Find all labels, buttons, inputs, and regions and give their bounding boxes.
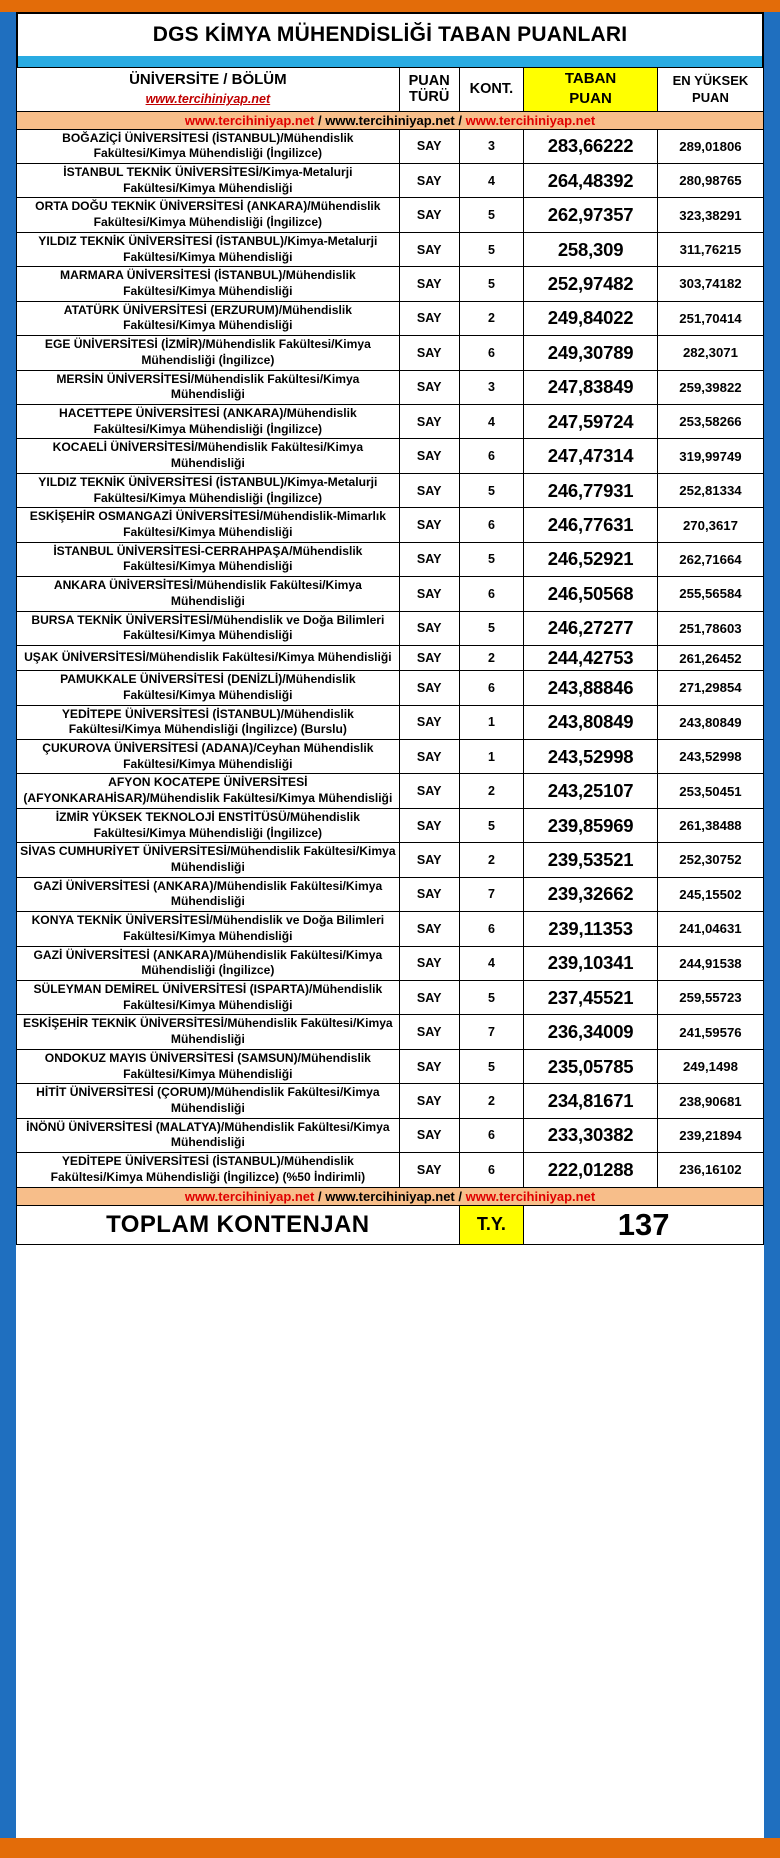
cell-highest-score: 252,81334	[657, 473, 763, 507]
cell-base-score: 246,77631	[524, 508, 658, 542]
table-row	[17, 198, 764, 232]
cell-university: ÇUKUROVA ÜNİVERSİTESİ (ADANA)/Ceyhan Mühendislik Fakültesi/Kimya Mühendisliği	[17, 739, 400, 773]
cell-highest-score: 261,38488	[657, 808, 763, 842]
footer-banner-link-1[interactable]: www.tercihiniyap.net	[184, 1188, 315, 1204]
top-website-banner-row	[17, 111, 764, 129]
cell-university: İNÖNÜ ÜNİVERSİTESİ (MALATYA)/Mühendislik Fakültesi/Kimya Mühendisliği	[17, 1118, 400, 1152]
total-quota-label: TOPLAM KONTENJAN	[17, 1205, 460, 1244]
cell-highest-score: 280,98765	[657, 163, 763, 197]
cell-university: BOĞAZİÇİ ÜNİVERSİTESİ (İSTANBUL)/Mühendislik Fakültesi/Kimya Mühendisliği (İngilizce)	[17, 129, 400, 163]
cell-base-score: 262,97357	[524, 198, 658, 232]
cell-highest-score: 243,52998	[657, 739, 763, 773]
cell-university: YILDIZ TEKNİK ÜNİVERSİTESİ (İSTANBUL)/Kimya-Metalurji Fakültesi/Kimya Mühendisliği (İngilizce)	[17, 473, 400, 507]
cell-score-type: SAY	[399, 843, 459, 877]
table-row	[17, 1015, 764, 1049]
cell-score-type: SAY	[399, 577, 459, 611]
cell-quota: 6	[459, 671, 524, 705]
cell-score-type: SAY	[399, 611, 459, 645]
cell-base-score: 258,309	[524, 232, 658, 266]
cell-university: MARMARA ÜNİVERSİTESİ (İSTANBUL)/Mühendislik Fakültesi/Kimya Mühendisliği	[17, 267, 400, 301]
cell-score-type: SAY	[399, 129, 459, 163]
cell-university: AFYON KOCATEPE ÜNİVERSİTESİ (AFYONKARAHİSAR)/Mühendislik Fakültesi/Kimya Mühendisliği	[17, 774, 400, 808]
table-header-row	[17, 68, 764, 112]
table-row	[17, 163, 764, 197]
cell-score-type: SAY	[399, 542, 459, 576]
table-row	[17, 705, 764, 739]
cell-quota: 6	[459, 439, 524, 473]
table-row	[17, 774, 764, 808]
cell-highest-score: 289,01806	[657, 129, 763, 163]
header-university	[17, 68, 400, 112]
header-base-score-line1: TABAN	[564, 70, 617, 87]
cell-quota: 1	[459, 705, 524, 739]
table-row	[17, 232, 764, 266]
banner-link-3[interactable]: www.tercihiniyap.net	[465, 112, 596, 128]
table-row	[17, 129, 764, 163]
cell-highest-score: 245,15502	[657, 877, 763, 911]
cell-score-type: SAY	[399, 1049, 459, 1083]
cell-university: YEDİTEPE ÜNİVERSİTESİ (İSTANBUL)/Mühendislik Fakültesi/Kimya Mühendisliği (İngilizce) (%50 İndirimli)	[17, 1153, 400, 1187]
top-orange-band	[0, 0, 780, 12]
table-row	[17, 671, 764, 705]
cell-base-score: 264,48392	[524, 163, 658, 197]
table-head	[17, 68, 764, 130]
bottom-website-banner	[17, 1187, 764, 1205]
table-row	[17, 577, 764, 611]
cell-highest-score: 241,04631	[657, 912, 763, 946]
table-row	[17, 611, 764, 645]
table-row	[17, 646, 764, 671]
cell-base-score: 237,45521	[524, 981, 658, 1015]
banner-link-2[interactable]: www.tercihiniyap.net	[325, 112, 455, 128]
cell-score-type: SAY	[399, 808, 459, 842]
table-foot	[17, 1187, 764, 1244]
cell-quota: 5	[459, 542, 524, 576]
footer-banner-sep-2: /	[454, 1188, 466, 1204]
cell-university: BURSA TEKNİK ÜNİVERSİTESİ/Mühendislik ve Doğa Bilimleri Fakültesi/Kimya Mühendisliği	[17, 611, 400, 645]
table-row	[17, 739, 764, 773]
cell-score-type: SAY	[399, 1153, 459, 1187]
header-website-link[interactable]: www.tercihiniyap.net	[145, 92, 271, 107]
cell-score-type: SAY	[399, 1084, 459, 1118]
cell-base-score: 222,01288	[524, 1153, 658, 1187]
table-row	[17, 1118, 764, 1152]
cell-score-type: SAY	[399, 981, 459, 1015]
cell-highest-score: 259,39822	[657, 370, 763, 404]
cell-score-type: SAY	[399, 267, 459, 301]
cyan-divider	[16, 56, 764, 67]
total-quota-value: 137	[524, 1205, 764, 1244]
cell-score-type: SAY	[399, 370, 459, 404]
cell-highest-score: 253,50451	[657, 774, 763, 808]
cell-university: SİVAS CUMHURİYET ÜNİVERSİTESİ/Mühendislik Fakültesi/Kimya Mühendisliği	[17, 843, 400, 877]
bottom-website-banner-row	[17, 1187, 764, 1205]
cell-highest-score: 243,80849	[657, 705, 763, 739]
cell-base-score: 246,52921	[524, 542, 658, 576]
cell-highest-score: 303,74182	[657, 267, 763, 301]
table-row	[17, 439, 764, 473]
cell-quota: 2	[459, 646, 524, 671]
cell-university: YILDIZ TEKNİK ÜNİVERSİTESİ (İSTANBUL)/Kimya-Metalurji Fakültesi/Kimya Mühendisliği	[17, 232, 400, 266]
cell-highest-score: 244,91538	[657, 946, 763, 980]
cell-highest-score: 282,3071	[657, 336, 763, 370]
header-highest-score	[657, 68, 763, 112]
cell-university: İZMİR YÜKSEK TEKNOLOJİ ENSTİTÜSÜ/Mühendislik Fakültesi/Kimya Mühendisliği (İngilizce)	[17, 808, 400, 842]
cell-base-score: 249,84022	[524, 301, 658, 335]
table-row	[17, 267, 764, 301]
cell-quota: 5	[459, 808, 524, 842]
cell-highest-score: 259,55723	[657, 981, 763, 1015]
cell-highest-score: 249,1498	[657, 1049, 763, 1083]
table-row	[17, 1084, 764, 1118]
cell-score-type: SAY	[399, 232, 459, 266]
cell-base-score: 244,42753	[524, 646, 658, 671]
cell-base-score: 239,32662	[524, 877, 658, 911]
cell-university: İSTANBUL TEKNİK ÜNİVERSİTESİ/Kimya-Metalurji Fakültesi/Kimya Mühendisliği	[17, 163, 400, 197]
cell-university: SÜLEYMAN DEMİREL ÜNİVERSİTESİ (ISPARTA)/Mühendislik Fakültesi/Kimya Mühendisliği	[17, 981, 400, 1015]
cell-score-type: SAY	[399, 705, 459, 739]
cell-score-type: SAY	[399, 405, 459, 439]
table-content-area	[16, 12, 764, 1838]
cell-university: ONDOKUZ MAYIS ÜNİVERSİTESİ (SAMSUN)/Mühendislik Fakültesi/Kimya Mühendisliği	[17, 1049, 400, 1083]
cell-quota: 5	[459, 473, 524, 507]
right-blue-rail	[764, 12, 780, 1838]
table-row	[17, 336, 764, 370]
cell-base-score: 247,59724	[524, 405, 658, 439]
cell-university: ESKİŞEHİR TEKNİK ÜNİVERSİTESİ/Mühendislik Fakültesi/Kimya Mühendisliği	[17, 1015, 400, 1049]
cell-quota: 2	[459, 774, 524, 808]
cell-score-type: SAY	[399, 198, 459, 232]
cell-score-type: SAY	[399, 301, 459, 335]
cell-highest-score: 252,30752	[657, 843, 763, 877]
cell-score-type: SAY	[399, 671, 459, 705]
cell-university: EGE ÜNİVERSİTESİ (İZMİR)/Mühendislik Fakültesi/Kimya Mühendisliği (İngilizce)	[17, 336, 400, 370]
cell-university: MERSİN ÜNİVERSİTESİ/Mühendislik Fakültesi/Kimya Mühendisliği	[17, 370, 400, 404]
cell-university: İSTANBUL ÜNİVERSİTESİ-CERRAHPAŞA/Mühendislik Fakültesi/Kimya Mühendisliği	[17, 542, 400, 576]
cell-quota: 2	[459, 843, 524, 877]
banner-sep-2: /	[454, 112, 466, 128]
left-blue-rail	[0, 12, 16, 1838]
cell-base-score: 246,27277	[524, 611, 658, 645]
cell-quota: 4	[459, 405, 524, 439]
table-row	[17, 473, 764, 507]
cell-score-type: SAY	[399, 163, 459, 197]
cell-university: ORTA DOĞU TEKNİK ÜNİVERSİTESİ (ANKARA)/Mühendislik Fakültesi/Kimya Mühendisliği (İngilizce)	[17, 198, 400, 232]
table-body	[17, 129, 764, 1187]
cell-quota: 5	[459, 1049, 524, 1083]
cell-quota: 5	[459, 611, 524, 645]
footer-banner-sep-1: /	[314, 1188, 326, 1204]
table-row	[17, 912, 764, 946]
cell-score-type: SAY	[399, 739, 459, 773]
header-score-type	[399, 68, 459, 112]
cell-quota: 7	[459, 1015, 524, 1049]
header-score-type-line1: PUAN	[408, 72, 450, 89]
cell-university: HİTİT ÜNİVERSİTESİ (ÇORUM)/Mühendislik Fakültesi/Kimya Mühendisliği	[17, 1084, 400, 1118]
table-row	[17, 405, 764, 439]
cell-highest-score: 270,3617	[657, 508, 763, 542]
cell-quota: 6	[459, 912, 524, 946]
cell-score-type: SAY	[399, 774, 459, 808]
cell-base-score: 243,25107	[524, 774, 658, 808]
cell-score-type: SAY	[399, 646, 459, 671]
total-ty-badge: T.Y.	[459, 1205, 524, 1244]
cell-base-score: 243,80849	[524, 705, 658, 739]
table-row	[17, 1049, 764, 1083]
table-row	[17, 981, 764, 1015]
cell-quota: 4	[459, 946, 524, 980]
table-row	[17, 808, 764, 842]
banner-link-1[interactable]: www.tercihiniyap.net	[184, 112, 315, 128]
cell-highest-score: 251,78603	[657, 611, 763, 645]
cell-quota: 2	[459, 1084, 524, 1118]
cell-base-score: 239,11353	[524, 912, 658, 946]
cell-score-type: SAY	[399, 336, 459, 370]
cell-base-score: 246,77931	[524, 473, 658, 507]
cell-quota: 3	[459, 129, 524, 163]
cell-base-score: 249,30789	[524, 336, 658, 370]
cell-score-type: SAY	[399, 508, 459, 542]
cell-score-type: SAY	[399, 912, 459, 946]
header-quota: KONT.	[459, 68, 524, 112]
cell-base-score: 246,50568	[524, 577, 658, 611]
cell-university: ANKARA ÜNİVERSİTESİ/Mühendislik Fakültesi/Kimya Mühendisliği	[17, 577, 400, 611]
total-quota-row	[17, 1205, 764, 1244]
cell-university: ESKİŞEHİR OSMANGAZİ ÜNİVERSİTESİ/Mühendislik-Mimarlık Fakültesi/Kimya Mühendisliği	[17, 508, 400, 542]
cell-highest-score: 241,59576	[657, 1015, 763, 1049]
cell-score-type: SAY	[399, 877, 459, 911]
cell-quota: 1	[459, 739, 524, 773]
cell-quota: 5	[459, 267, 524, 301]
cell-base-score: 252,97482	[524, 267, 658, 301]
header-highest-score-line2: PUAN	[692, 90, 729, 106]
page-title: DGS KİMYA MÜHENDİSLİĞİ TABAN PUANLARI	[152, 23, 628, 46]
cell-quota: 4	[459, 163, 524, 197]
cell-quota: 5	[459, 198, 524, 232]
cell-base-score: 247,83849	[524, 370, 658, 404]
cell-base-score: 233,30382	[524, 1118, 658, 1152]
banner-sep-1: /	[314, 112, 326, 128]
cell-highest-score: 239,21894	[657, 1118, 763, 1152]
cell-base-score: 243,52998	[524, 739, 658, 773]
page-title-bar	[16, 12, 764, 56]
cell-quota: 6	[459, 508, 524, 542]
cell-highest-score: 261,26452	[657, 646, 763, 671]
cell-quota: 6	[459, 1118, 524, 1152]
cell-quota: 3	[459, 370, 524, 404]
cell-base-score: 239,53521	[524, 843, 658, 877]
cell-score-type: SAY	[399, 1118, 459, 1152]
cell-quota: 6	[459, 1153, 524, 1187]
header-university-label: ÜNİVERSİTE / BÖLÜM	[129, 70, 287, 88]
cell-quota: 2	[459, 301, 524, 335]
top-website-banner	[17, 111, 764, 129]
cell-score-type: SAY	[399, 946, 459, 980]
cell-base-score: 247,47314	[524, 439, 658, 473]
cell-highest-score: 262,71664	[657, 542, 763, 576]
table-row	[17, 946, 764, 980]
cell-quota: 5	[459, 232, 524, 266]
cell-highest-score: 271,29854	[657, 671, 763, 705]
cell-highest-score: 323,38291	[657, 198, 763, 232]
footer-banner-link-3[interactable]: www.tercihiniyap.net	[465, 1188, 596, 1204]
cell-score-type: SAY	[399, 1015, 459, 1049]
cell-score-type: SAY	[399, 473, 459, 507]
cell-highest-score: 311,76215	[657, 232, 763, 266]
cell-score-type: SAY	[399, 439, 459, 473]
cell-base-score: 234,81671	[524, 1084, 658, 1118]
table-row	[17, 1153, 764, 1187]
header-highest-score-line1: EN YÜKSEK	[672, 72, 749, 88]
cell-university: KONYA TEKNİK ÜNİVERSİTESİ/Mühendislik ve Doğa Bilimleri Fakültesi/Kimya Mühendisliği	[17, 912, 400, 946]
cell-highest-score: 319,99749	[657, 439, 763, 473]
cell-quota: 6	[459, 577, 524, 611]
cell-highest-score: 255,56584	[657, 577, 763, 611]
cell-university: GAZİ ÜNİVERSİTESİ (ANKARA)/Mühendislik Fakültesi/Kimya Mühendisliği	[17, 877, 400, 911]
cell-highest-score: 238,90681	[657, 1084, 763, 1118]
table-row	[17, 508, 764, 542]
cell-base-score: 235,05785	[524, 1049, 658, 1083]
cell-university: ATATÜRK ÜNİVERSİTESİ (ERZURUM)/Mühendislik Fakültesi/Kimya Mühendisliği	[17, 301, 400, 335]
cell-base-score: 239,85969	[524, 808, 658, 842]
cell-university: HACETTEPE ÜNİVERSİTESİ (ANKARA)/Mühendislik Fakültesi/Kimya Mühendisliği (İngilizce)	[17, 405, 400, 439]
cell-base-score: 283,66222	[524, 129, 658, 163]
cell-university: UŞAK ÜNİVERSİTESİ/Mühendislik Fakültesi/Kimya Mühendisliği	[17, 646, 400, 671]
table-row	[17, 877, 764, 911]
header-base-score	[524, 68, 658, 112]
table-row	[17, 370, 764, 404]
base-scores-table	[16, 67, 764, 1245]
cell-university: YEDİTEPE ÜNİVERSİTESİ (İSTANBUL)/Mühendislik Fakültesi/Kimya Mühendisliği (İngilizce) (Burslu)	[17, 705, 400, 739]
table-row	[17, 301, 764, 335]
cell-quota: 6	[459, 336, 524, 370]
header-base-score-line2: PUAN	[569, 90, 612, 108]
cell-university: KOCAELİ ÜNİVERSİTESİ/Mühendislik Fakültesi/Kimya Mühendisliği	[17, 439, 400, 473]
cell-highest-score: 236,16102	[657, 1153, 763, 1187]
table-row	[17, 542, 764, 576]
cell-base-score: 236,34009	[524, 1015, 658, 1049]
cell-base-score: 239,10341	[524, 946, 658, 980]
footer-banner-link-2[interactable]: www.tercihiniyap.net	[325, 1188, 455, 1204]
cell-university: GAZİ ÜNİVERSİTESİ (ANKARA)/Mühendislik Fakültesi/Kimya Mühendisliği (İngilizce)	[17, 946, 400, 980]
cell-highest-score: 253,58266	[657, 405, 763, 439]
cell-quota: 7	[459, 877, 524, 911]
table-row	[17, 843, 764, 877]
cell-highest-score: 251,70414	[657, 301, 763, 335]
cell-quota: 5	[459, 981, 524, 1015]
bottom-orange-band	[0, 1838, 780, 1858]
header-score-type-line2: TÜRÜ	[409, 89, 450, 106]
cell-base-score: 243,88846	[524, 671, 658, 705]
cell-university: PAMUKKALE ÜNİVERSİTESİ (DENİZLİ)/Mühendislik Fakültesi/Kimya Mühendisliği	[17, 671, 400, 705]
